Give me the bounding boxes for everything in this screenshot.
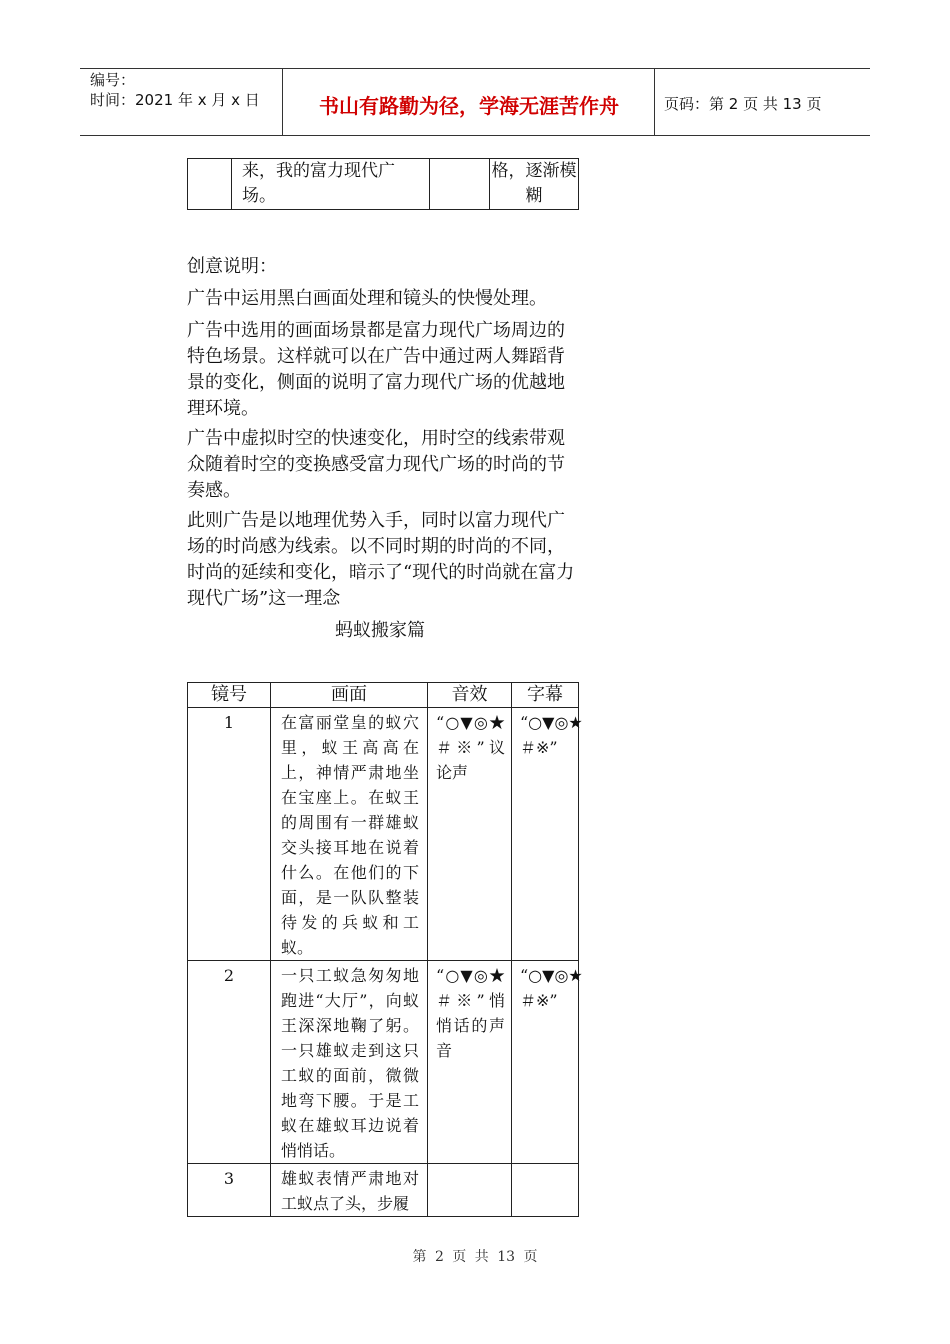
header-motto: 书山有路勤为径，学海无涯苦作舟 <box>319 94 619 118</box>
header-shot: 镜号 <box>188 683 271 708</box>
header-page-info: 页码：第 2 页 共 13 页 <box>664 95 822 113</box>
shot-picture: 雄蚁表情严肃地对工蚁点了头，步履 <box>271 1164 428 1217</box>
header-picture: 画面 <box>271 683 428 708</box>
table-row <box>188 1164 579 1217</box>
shot-number: 2 <box>188 961 271 1164</box>
shot-sound: “○▼◎★＃※”议论声 <box>428 708 512 961</box>
fragment-cell-picture: 来，我的富力现代广场。 <box>232 159 430 210</box>
shot-picture: 一只工蚁急匆匆地跑进“大厅”，向蚁王深深地鞠了躬。一只雄蚁走到这只工蚁的面前，微微地弯下腰。于是工蚁在雄蚁耳边说着悄悄话。 <box>271 961 428 1164</box>
creative-paragraph-3: 广告中虚拟时空的快速变化，用时空的线索带观众随着时空的变换感受富力现代广场的时尚的节奏感。 <box>187 428 565 501</box>
header-bottom-rule <box>80 135 870 136</box>
shot-table <box>187 682 583 1217</box>
table-row <box>188 708 579 961</box>
header-top-rule <box>80 68 870 69</box>
shot-number: 1 <box>188 708 271 961</box>
header-divider-left <box>282 68 283 136</box>
document-date: 时间：2021 年 x 月 x 日 <box>90 91 260 109</box>
shot-subtitle: “○▼◎★＃※” <box>512 708 579 961</box>
creative-paragraph-2: 广告中选用的画面场景都是富力现代广场周边的特色场景。这样就可以在广告中通过两人舞蹈背景的变化，侧面的说明了富力现代广场的优越地理环境。 <box>187 320 565 419</box>
creative-heading: 创意说明： <box>187 256 277 277</box>
fragment-cell-shot <box>188 159 232 210</box>
page-footer: 第 2 页 共 13 页 <box>412 1249 538 1265</box>
shot-subtitle <box>512 1164 579 1217</box>
header-subtitle: 字幕 <box>512 683 579 708</box>
header-sound: 音效 <box>428 683 512 708</box>
shot-sound: “○▼◎★＃※”悄悄话的声音 <box>428 961 512 1164</box>
fragment-cell-subtitle: 格，逐渐模糊 <box>490 159 579 210</box>
shot-table-header <box>188 683 579 708</box>
shot-subtitle: “○▼◎★＃※” <box>512 961 579 1164</box>
section-title: 蚂蚁搬家篇 <box>335 620 425 641</box>
header-meta <box>90 70 260 110</box>
table-row <box>188 961 579 1164</box>
fragment-cell-sound <box>430 159 490 210</box>
shot-picture: 在富丽堂皇的蚁穴里，蚁王高高在上，神情严肃地坐在宝座上。在蚁王的周围有一群雄蚁交头接耳地在说着什么。在他们的下面，是一队队整装待发的兵蚁和工蚁。 <box>271 708 428 961</box>
creative-paragraph-4: 此则广告是以地理优势入手，同时以富力现代广场的时尚感为线索。以不同时期的时尚的不同，时尚的延续和变化，暗示了“现代的时尚就在富力现代广场”这一理念 <box>187 510 575 609</box>
creative-paragraph-1: 广告中运用黑白画面处理和镜头的快慢处理。 <box>187 288 547 309</box>
shot-sound <box>428 1164 512 1217</box>
continued-table-fragment <box>187 158 579 210</box>
header-divider-right <box>654 68 655 136</box>
shot-number: 3 <box>188 1164 271 1217</box>
document-number: 编号： <box>90 71 136 89</box>
